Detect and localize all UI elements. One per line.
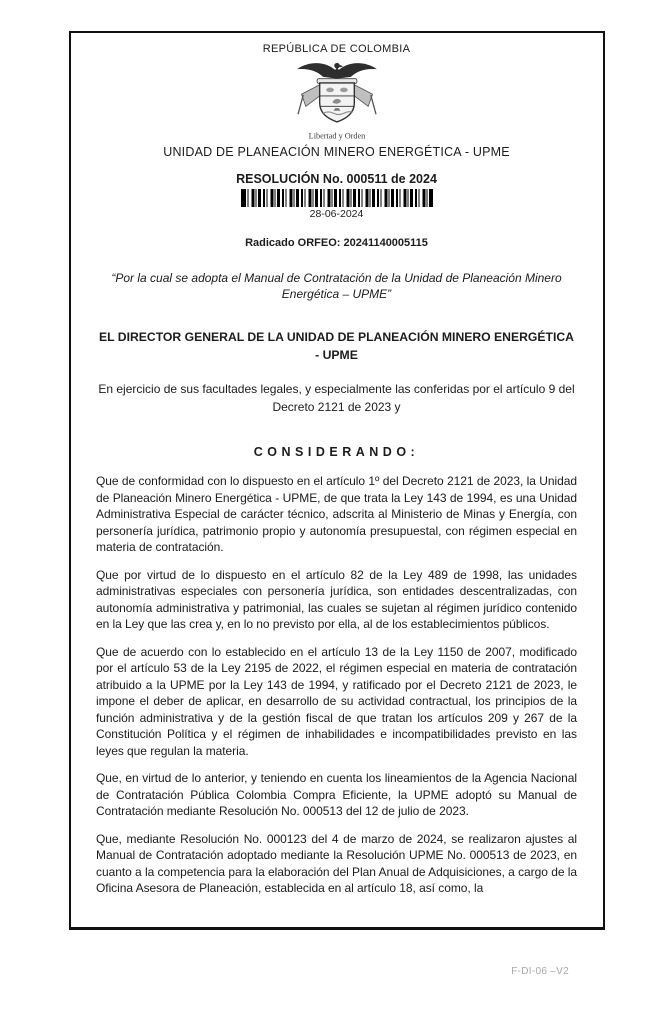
recital-paragraph-5: Que, mediante Resolución No. 000123 del 4 de marzo de 2024, se realizaron ajustes al Manual de Contratación adoptado mediante la Resolución UPME No. 000513 de 2023, en cuanto a la competencia para la elaboración del Plan Anual de Adquisiciones, a cargo de la Oficina Asesora de Planeación, establecida en al artículo 18, así como, la: [96, 831, 577, 895]
republic-title: REPÚBLICA DE COLOMBIA: [262, 43, 411, 55]
form-code-footer: F-DI-06 –V2: [511, 966, 569, 977]
authority-heading: EL DIRECTOR GENERAL DE LA UNIDAD DE PLANEACIÓN MINERO ENERGÉTICA - UPME: [99, 330, 574, 362]
radicado-number: Radicado ORFEO: 20241140005115: [245, 237, 428, 249]
entity-name: UNIDAD DE PLANEACIÓN MINERO ENERGÉTICA - UPME: [163, 145, 510, 159]
coat-motto: Libertad y Orden: [308, 131, 365, 141]
barcode-bars-icon: [241, 189, 433, 207]
recital-paragraph-3: Que de acuerdo con lo establecido en el artículo 13 de la Ley 1150 de 2007, modificado por el artículo 53 de la Ley 2195 de 2022, el régimen especial en materia de contratación atribuido a la UPME por la Ley 143 de 1994, y ratificado por el Decreto 2121 de 2023, le impone el deber de aplicar, en desarrollo de su actividad contractual, los principios de la función administrativa y de la gestión fiscal de que tratan los artículos 209 y 267 de la Constitución Política y el régimen de inhabilidades e incompatibilidades previsto en las leyes que regulan la materia.: [96, 644, 577, 758]
barcode-date: 28-06-2024: [309, 208, 364, 220]
legal-powers-text: En ejercicio de sus facultades legales, y especialmente las conferidas por el artículo 9 del Decreto 2121 de 2023 y: [98, 382, 575, 414]
recital-paragraph-2: Que por virtud de lo dispuesto en el artículo 82 de la Ley 489 de 1998, las unidades administrativas especiales con personería jurídica, son entidades descentralizadas, con autonomía administrativa y patrimonial, las cuales se sujetan al régimen jurídico contenido en la Ley que las crea y, en lo no previsto por ella, al de los establecimientos públicos.: [96, 567, 577, 631]
recital-paragraph-1: Que de conformidad con lo dispuesto en el artículo 1º del Decreto 2121 de 2023, la Unidad de Planeación Minero Energética - UPME, de que trata la Ley 143 de 1994, es una Unidad Administrativa Especial de carácter técnico, adscrita al Ministerio de Minas y Energía, con personería jurídica, patrimonio propio y autonomía presupuestal, con régimen especial en materia de contratación.: [96, 474, 577, 554]
page-border-frame: [69, 31, 605, 930]
resolution-subject: “Por la cual se adopta el Manual de Contratación de la Unidad de Planeación Minero Energética – UPME”: [111, 271, 562, 301]
recital-paragraph-4: Que, en virtud de lo anterior, y teniendo en cuenta los lineamientos de la Agencia Nacional de Contratación Pública Colombia Compra Eficiente, la UPME adoptó su Manual de Contratación mediante Resolución No. 000513 del 12 de julio de 2023.: [96, 771, 577, 818]
barcode: [241, 189, 433, 221]
colombia-coat-of-arms-icon: [285, 57, 389, 141]
resolution-number-title: RESOLUCIÓN No. 000511 de 2024: [236, 172, 437, 186]
considerando-heading: CONSIDERANDO:: [253, 445, 420, 459]
